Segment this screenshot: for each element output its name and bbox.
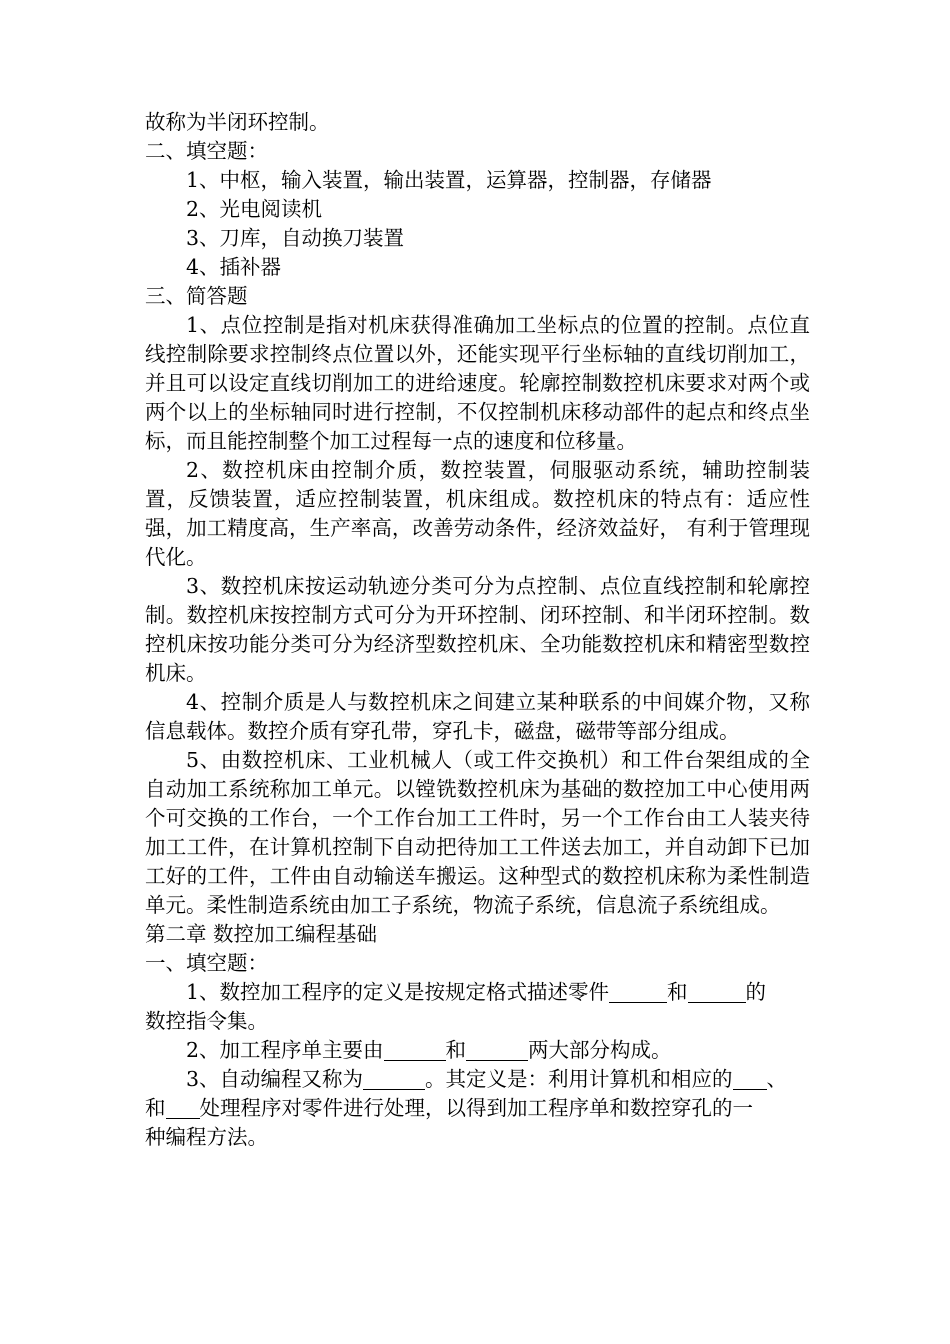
answer-blank[interactable] xyxy=(466,1040,528,1061)
question-text: 种编程方法。 xyxy=(145,1125,268,1149)
section-heading: 三、简答题 xyxy=(145,284,248,308)
fill-question-3 xyxy=(145,1065,810,1094)
section-heading: 二、填空题： xyxy=(145,139,268,163)
answer-paragraph: 1、点位控制是指对机床获得准确加工坐标点的位置的控制。点位直线控制除要求控制终点位置以外，还能实现平行坐标轴的直线切削加工，并且可以设定直线切削加工的进给速度。轮廓控制数控机床要求对两个或两个以上的坐标轴同时进行控制，不仅控制机床移动部件的起点和终点坐标，而且能控制整个加工过程每一点的速度和位移量。 xyxy=(145,313,810,453)
question-text: 和 xyxy=(145,1096,166,1120)
answer-blank[interactable] xyxy=(166,1098,200,1119)
document-page xyxy=(145,108,810,1152)
question-text: 数控指令集。 xyxy=(145,1009,268,1033)
answer-line: 1、中枢，输入装置，输出装置，运算器，控制器，存储器 xyxy=(186,168,712,192)
answer-blank[interactable] xyxy=(733,1069,767,1090)
answer-blank[interactable] xyxy=(688,982,746,1003)
fill-question-3-cont xyxy=(145,1094,810,1123)
question-text: 2、加工程序单主要由 xyxy=(186,1038,384,1062)
question-text: 和 xyxy=(445,1038,467,1062)
answer-blank[interactable] xyxy=(609,982,667,1003)
answer-paragraph: 3、数控机床按运动轨迹分类可分为点控制、点位直线控制和轮廓控制。数控机床按控制方式可分为开环控制、闭环控制、和半闭环控制。数控机床按功能分类可分为经济型数控机床、全功能数控机床和精密型数控机床。 xyxy=(145,574,810,685)
question-text: 、 xyxy=(766,1067,788,1091)
answer-blank[interactable] xyxy=(363,1069,425,1090)
answer-paragraph: 2、数控机床由控制介质，数控装置，伺服驱动系统，辅助控制装置，反馈装置，适应控制装置，机床组成。数控机床的特点有：适应性强，加工精度高，生产率高，改善劳动条件，经济效益好， 有利于管理现代化。 xyxy=(145,458,810,569)
question-text: 处理程序对零件进行处理，以得到加工程序单和数控穿孔的一 xyxy=(199,1096,753,1120)
answer-paragraph: 5、由数控机床、工业机械人（或工件交换机）和工件台架组成的全自动加工系统称加工单元。以镗铣数控机床为基础的数控加工中心使用两个可交换的工作台，一个工作台加工工件时，另一个工作台由工人装夹待加工工件，在计算机控制下自动把待加工工件送去加工，并自动卸下已加工好的工件，工件由自动输送车搬运。这种型式的数控机床称为柔性制造单元。柔性制造系统由加工子系统，物流子系统，信息流子系统组成。 xyxy=(145,748,810,917)
question-text: 3、自动编程又称为 xyxy=(186,1067,364,1091)
question-text: 和 xyxy=(667,980,688,1004)
question-text: 的 xyxy=(745,980,767,1004)
question-text: 。其定义是：利用计算机和相应的 xyxy=(425,1067,733,1091)
text-line: 故称为半闭环控制。 xyxy=(145,110,330,134)
fill-question-2 xyxy=(145,1036,810,1065)
answer-paragraph: 4、控制介质是人与数控机床之间建立某种联系的中间媒介物，又称信息载体。数控介质有穿孔带，穿孔卡，磁盘，磁带等部分组成。 xyxy=(145,690,810,743)
question-text: 两大部分构成。 xyxy=(528,1038,672,1062)
answer-blank[interactable] xyxy=(384,1040,446,1061)
answer-line: 3、刀库，自动换刀装置 xyxy=(186,226,405,250)
answer-line: 4、插补器 xyxy=(186,255,282,279)
fill-question-1 xyxy=(145,978,810,1007)
answer-line: 2、光电阅读机 xyxy=(186,197,323,221)
section-heading: 一、填空题： xyxy=(145,951,268,975)
question-text: 1、数控加工程序的定义是按规定格式描述零件 xyxy=(186,980,610,1004)
chapter-title: 第二章 数控加工编程基础 xyxy=(145,922,378,946)
